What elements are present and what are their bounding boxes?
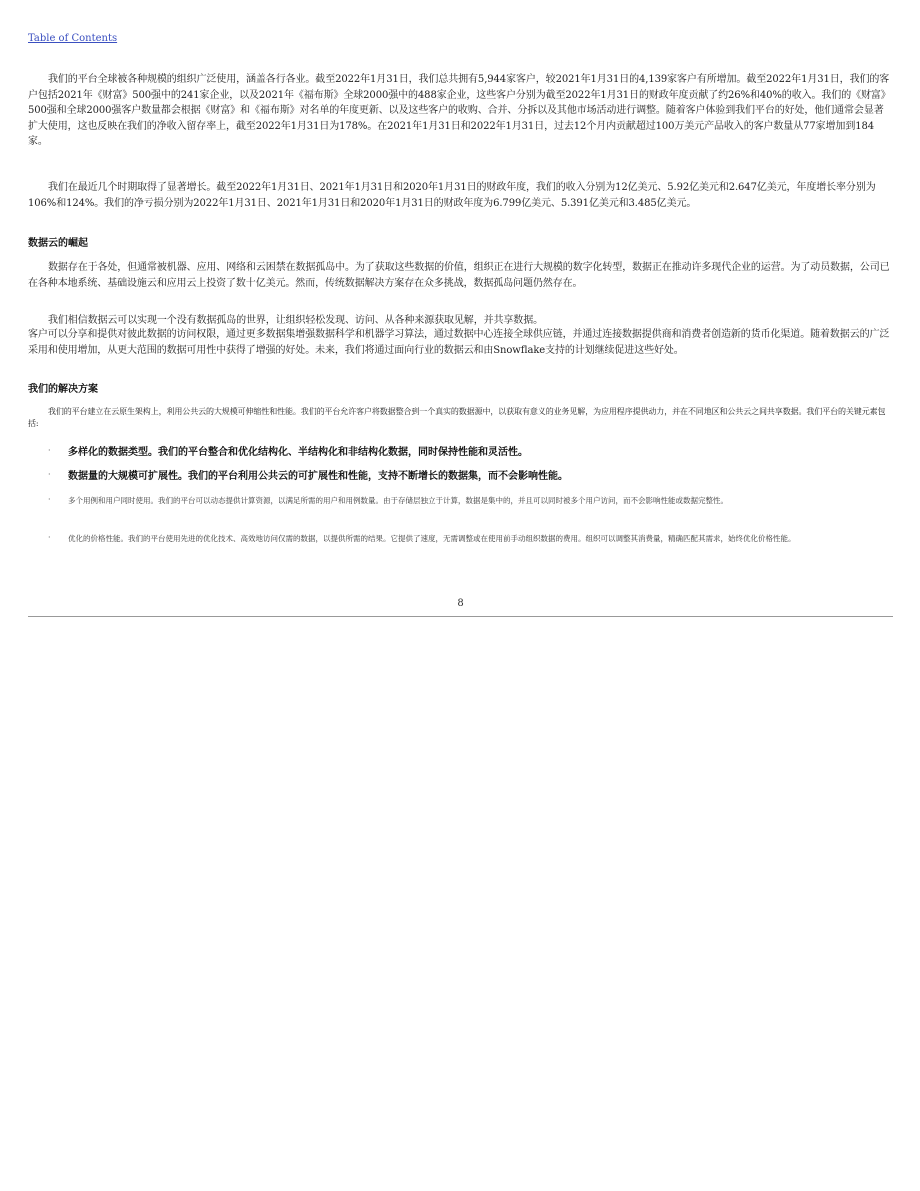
footer-divider bbox=[28, 616, 893, 617]
bullet-text: 优化的价格性能。我们的平台使用先进的优化技术、高效地访问仅需的数据，以提供所需的结果。它提供了速度，无需调整或在使用前手动组织数据的费用。组织可以调整其消费量，精确匹配其需求，始终优化价格性能。 bbox=[68, 534, 796, 543]
customers-paragraph: 我们的平台全球被各种规模的组织广泛使用，涵盖各行各业。截至2022年1月31日，我们总共拥有5,944家客户，较2021年1月31日的4,139家客户有所增加。截至2022年1月31日，我们的客户包括2021年《财富》500强中的241家企业，以及2021年《福布斯》全球2000强中的488家企业，这些客户分别为截至2022年1月31日的财政年度贡献了约26%和40%的收入。我们的《财富》500强和全球2000强客户数量都会根据《财富》和《福布斯》对名单的年度更新、以及这些客户的收购、合并、分拆以及其他市场活动进行调整。随着客户体验到我们平台的好处，他们通常会显著扩大使用，这也反映在我们的净收入留存率上，截至2022年1月31日为178%。在2021年1月31日和2022年1月31日，过去12个月内贡献超过100万美元产品收入的客户数量从77家增加到184家。 bbox=[28, 74, 891, 148]
data-cloud-belief-line: 我们相信数据云可以实现一个没有数据孤岛的世界，让组织轻松发现、访问、从各种来源获取见解，并共享数据。 bbox=[48, 315, 543, 326]
bullet-concurrency bbox=[48, 495, 893, 506]
data-silos-paragraph: 数据存在于各处，但通常被机器、应用、网络和云困禁在数据孤岛中。为了获取这些数据的价值，组织正在进行大规模的数字化转型，数据正在推动许多现代企业的运营。为了动员数据，公司已在各种本地系统、基础设施云和应用云上投资了数十亿美元。然而，传统数据解决方案存在众多挑战，数据孤岛问题仍然存在。 bbox=[28, 262, 890, 289]
heading-data-cloud: 数据云的崛起 bbox=[28, 238, 88, 249]
platform-intro-paragraph: 我们的平台建立在云原生架构上，利用公共云的大规模可伸缩性和性能。我们的平台允许客户将数据整合到一个真实的数据源中，以获取有意义的业务见解，为应用程序提供动力，并在不同地区和公共云之间共享数据。我们平台的关键元素包括: bbox=[28, 407, 886, 428]
table-of-contents-link[interactable]: Table of Contents bbox=[28, 33, 118, 44]
bullet-mark: · bbox=[48, 470, 51, 479]
bullet-mark: · bbox=[48, 446, 51, 455]
bullet-price-performance bbox=[48, 533, 893, 544]
bullet-text: 多样化的数据类型。我们的平台整合和优化结构化、半结构化和非结构化数据，同时保持性能和灵活性。 bbox=[68, 447, 528, 458]
data-cloud-benefits-paragraph: 客户可以分享和提供对彼此数据的访问权限，通过更多数据集增强数据科学和机器学习算法，通过数据中心连接全球供应链，并通过连接数据提供商和消费者创造新的货币化渠道。随着数据云的广泛采用和使用增加，从更大范围的数据可用性中获得了增强的好处。未来，我们将通过面向行业的数据云和由Snowflake支持的计划继续促进这些好处。 bbox=[28, 329, 890, 356]
bullet-text: 多个用例和用户同时使用。我们的平台可以动态提供计算资源，以满足所需的用户和用例数量。由于存储层独立于计算，数据是集中的，并且可以同时被多个用户访问，而不会影响性能或数据完整性。 bbox=[68, 496, 728, 505]
bullet-data-types bbox=[48, 446, 893, 460]
bullet-mark: · bbox=[48, 495, 51, 504]
bullet-scalability bbox=[48, 470, 893, 484]
heading-our-solution: 我们的解决方案 bbox=[28, 384, 98, 395]
page-number: 8 bbox=[457, 598, 464, 609]
bullet-mark: · bbox=[48, 533, 51, 542]
bullet-text: 数据量的大规模可扩展性。我们的平台利用公共云的可扩展性和性能，支持不断增长的数据集，而不会影响性能。 bbox=[68, 471, 568, 482]
growth-paragraph: 我们在最近几个时期取得了显著增长。截至2022年1月31日、2021年1月31日和2020年1月31日的财政年度，我们的收入分别为12亿美元、5.92亿美元和2.647亿美元，年度增长率分别为106%和124%。我们的净亏损分别为2022年1月31日、2021年1月31日和2020年1月31日的财政年度为6.799亿美元、5.391亿美元和3.485亿美元。 bbox=[28, 182, 876, 209]
